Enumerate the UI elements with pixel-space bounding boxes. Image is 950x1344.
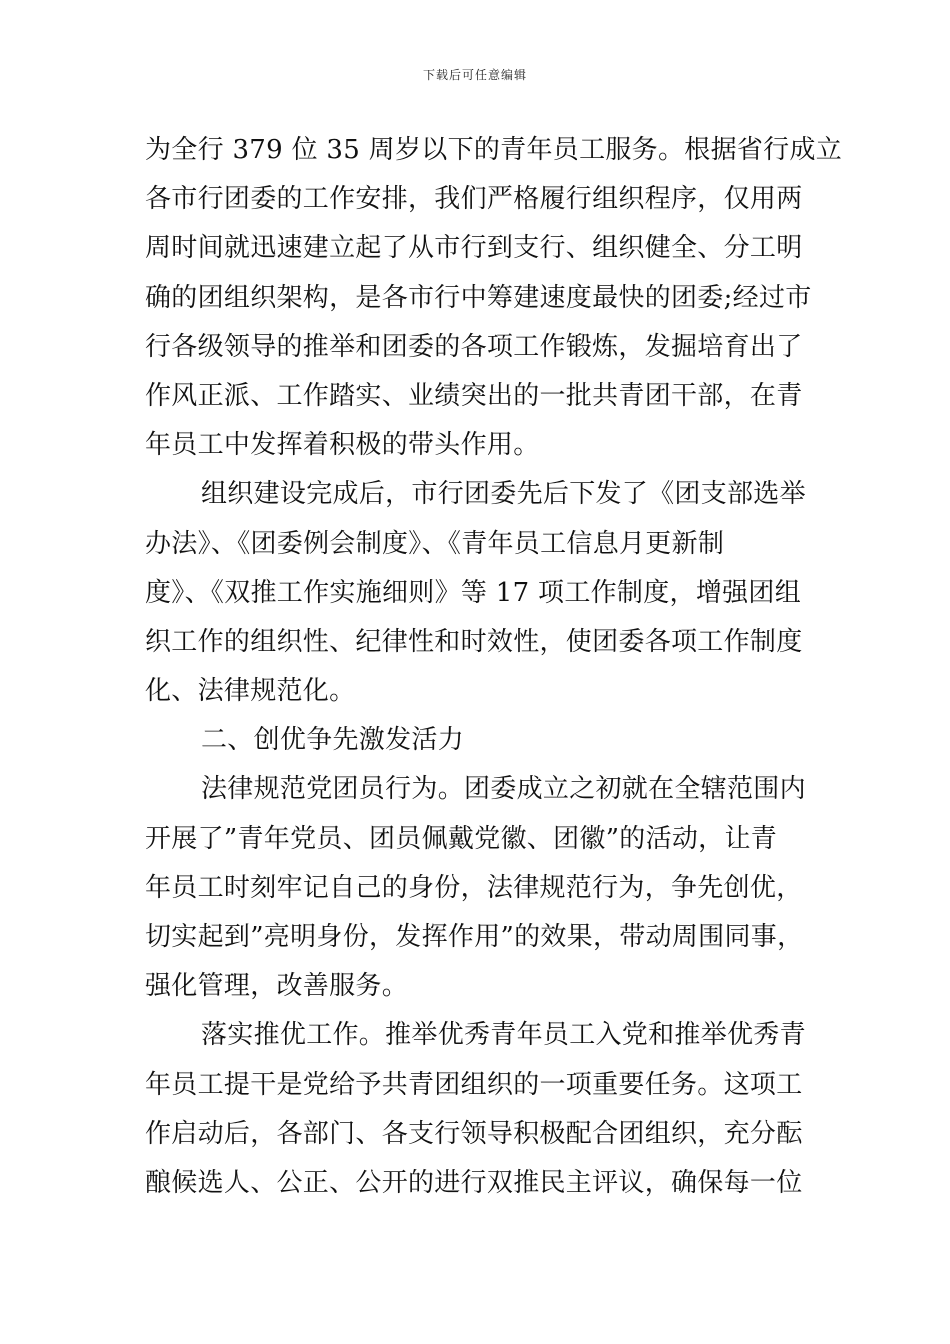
paragraph-start-line: 落实推优工作。推举优秀青年员工入党和推举优秀青: [201, 1020, 806, 1051]
text-line: 化、法律规范化。: [145, 676, 356, 707]
text-line: 年员工中发挥着积极的带头作用。: [145, 430, 540, 461]
text-line: 切实起到”亮明身份，发挥作用”的效果，带动周围同事，: [145, 922, 804, 952]
text-line: 周时间就迅速建立起了从市行到支行、组织健全、分工明: [145, 233, 803, 264]
text-line: 年员工提干是党给予共青团组织的一项重要任务。这项工: [145, 1069, 803, 1100]
text-line: 强化管理，改善服务。: [145, 971, 409, 1002]
document-body: [145, 126, 843, 1208]
text-line: 为全行 379 位 35 周岁以下的青年员工服务。根据省行成立: [145, 135, 843, 165]
text-line: 行各级领导的推举和团委的各项工作锻炼，发掘培育出了: [145, 331, 803, 362]
paragraph-start-line: 法律规范党团员行为。团委成立之初就在全辖范围内: [201, 774, 806, 805]
text-line: 织工作的组织性、纪律性和时效性，使团委各项工作制度: [145, 626, 803, 657]
text-line: 各市行团委的工作安排，我们严格履行组织程序，仅用两: [145, 184, 803, 215]
text-line: 确的团组织架构，是各市行中筹建速度最快的团委;经过市: [145, 282, 812, 313]
section-heading: 二、创优争先激发活力: [201, 725, 465, 756]
text-line: 办法》、《团委例会制度》、《青年员工信息月更新制: [145, 528, 725, 559]
text-line: 开展了”青年党员、团员佩戴党徽、团徽”的活动，让青: [145, 823, 778, 854]
text-line: 酿候选人、公正、公开的进行双推民主评议，确保每一位: [145, 1167, 803, 1198]
text-line: 年员工时刻牢记自己的身份，法律规范行为，争先创优，: [145, 872, 803, 903]
text-line: 度》、《双推工作实施细则》等 17 项工作制度，增强团组: [145, 577, 802, 608]
text-line: 作风正派、工作踏实、业绩突出的一批共青团干部，在青: [145, 380, 803, 411]
text-line: 作启动后，各部门、各支行领导积极配合团组织，充分酝: [145, 1118, 803, 1149]
page-header-note: 下载后可任意编辑: [422, 68, 527, 82]
paragraph-start-line: 组织建设完成后，市行团委先后下发了《团支部选举: [201, 479, 806, 510]
